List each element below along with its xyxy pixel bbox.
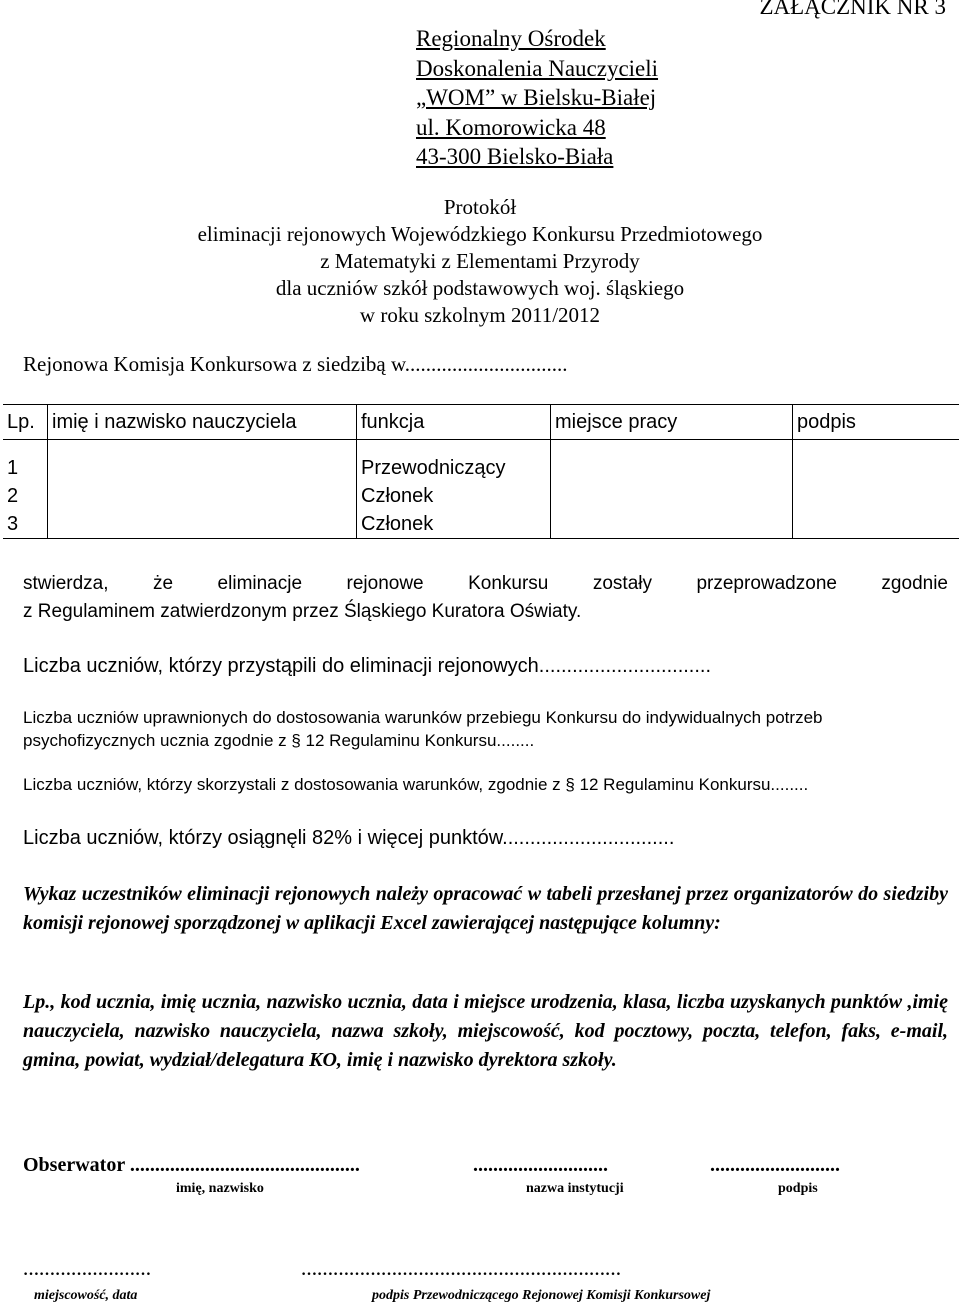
caption-institution: nazwa instytucji bbox=[526, 1181, 624, 1196]
row-workplace[interactable] bbox=[551, 510, 793, 539]
spacer-cell bbox=[357, 440, 551, 455]
used-adjustments-count: Liczba uczniów, którzy skorzystali z dostosowania warunków, zgodnie z § 12 Regulaminu Konkursu........ bbox=[23, 775, 809, 794]
row-lp: 2 bbox=[3, 482, 48, 510]
caption-name: imię, nazwisko bbox=[176, 1181, 264, 1196]
spacer-cell bbox=[551, 440, 793, 455]
caption-signature: podpis bbox=[778, 1181, 818, 1196]
row-workplace[interactable] bbox=[551, 482, 793, 510]
row-lp: 1 bbox=[3, 454, 48, 482]
institution-address bbox=[416, 24, 658, 172]
document-title bbox=[0, 194, 960, 329]
row-signature[interactable] bbox=[793, 510, 960, 539]
row-teacher-name[interactable] bbox=[48, 482, 357, 510]
high-score-count: Liczba uczniów, którzy osiągnęli 82% i więcej punktów............................... bbox=[23, 827, 675, 849]
annex-label: ZAŁĄCZNIK NR 3 bbox=[759, 0, 946, 19]
table-row bbox=[3, 454, 959, 482]
row-teacher-name[interactable] bbox=[48, 510, 357, 539]
address-line: „WOM” w Bielsku-Białej bbox=[416, 85, 657, 110]
spacer-cell bbox=[3, 440, 48, 455]
row-function: Członek bbox=[357, 510, 551, 539]
header-signature: podpis bbox=[793, 405, 960, 440]
table-row bbox=[3, 482, 959, 510]
table-row bbox=[3, 510, 959, 539]
address-line: Regionalny Ośrodek bbox=[416, 26, 606, 51]
address-line: ul. Komorowicka 48 bbox=[416, 114, 606, 140]
entitled-count: Liczba uczniów uprawnionych do dostosowania warunków przebiegu Konkursu do indywidualnych potrzeb psychofizycznych ucznia zgodnie z § 12 Regulaminu Konkursu........ bbox=[23, 708, 823, 750]
participants-count: Liczba uczniów, którzy przystąpili do eliminacji rejonowych............................... bbox=[23, 655, 712, 677]
table-header-row bbox=[3, 405, 959, 440]
table-spacer bbox=[3, 440, 959, 455]
instruction-text: Wykaz uczestników eliminacji rejonowych należy opracować w tabeli przesłanej przez organizatorów do siedziby komisji rejonowej sporządzonej w aplikacji Excel zawierającej następujące kolumny: bbox=[23, 883, 948, 934]
committee-line: Rejonowa Komisja Konkursowa z siedzibą w............................... bbox=[23, 352, 568, 376]
observer-signature-dots: .......................... bbox=[710, 1154, 840, 1176]
spacer-cell bbox=[793, 440, 960, 455]
title-line: dla uczniów szkół podstawowych woj. śląskiego bbox=[275, 276, 685, 300]
row-signature[interactable] bbox=[793, 454, 960, 482]
spacer-cell bbox=[48, 440, 357, 455]
row-workplace[interactable] bbox=[551, 454, 793, 482]
title-line: z Matematyki z Elementami Przyrody bbox=[320, 249, 640, 273]
columns-list: Lp., kod ucznia, imię ucznia, nazwisko ucznia, data i miejsce urodzenia, klasa, liczba uzyskanych punktów ,imię nauczyciela, nazwisko nauczyciela, nazwa szkoły, miejscowość, kod pocztowy, poczta, telefon, faks, e-mail, gmina, powiat, wydział/delegatura KO, imię i nazwisko dyrektora szkoły. bbox=[23, 991, 948, 1071]
row-lp: 3 bbox=[3, 510, 48, 539]
header-function: funkcja bbox=[357, 405, 551, 440]
place-date-dots: …………………… bbox=[23, 1262, 151, 1279]
address-line: 43-300 Bielsko-Biała bbox=[416, 144, 614, 169]
row-function: Członek bbox=[357, 482, 551, 510]
header-lp: Lp. bbox=[3, 405, 48, 440]
committee-members-table bbox=[3, 404, 959, 539]
header-workplace: miejsce pracy bbox=[551, 405, 793, 440]
row-function: Przewodniczący bbox=[357, 454, 551, 482]
title-line: eliminacji rejonowych Wojewódzkiego Konkursu Przedmiotowego bbox=[197, 222, 763, 246]
header-teacher-name: imię i nazwisko nauczyciela bbox=[48, 405, 357, 440]
row-teacher-name[interactable] bbox=[48, 454, 357, 482]
caption-place-date: miejscowość, data bbox=[34, 1288, 138, 1303]
statement-line: z Regulaminem zatwierdzonym przez Śląskiego Kuratora Oświaty. bbox=[23, 601, 582, 622]
address-line: Doskonalenia Nauczycieli bbox=[416, 55, 659, 81]
row-signature[interactable] bbox=[793, 482, 960, 510]
caption-chair-signature: podpis Przewodniczącego Rejonowej Komisji Konkursowej bbox=[372, 1288, 711, 1303]
chair-signature-dots: …………………………………………………… bbox=[301, 1262, 621, 1279]
statement-line: stwierdza, że eliminacje rejonowe Konkursu zostały przeprowadzone zgodnie bbox=[23, 573, 948, 594]
statement bbox=[23, 570, 948, 626]
observer-label: Obserwator .............................................. bbox=[23, 1154, 360, 1176]
title-line: w roku szkolnym 2011/2012 bbox=[359, 303, 601, 327]
title-line: Protokół bbox=[443, 195, 517, 219]
observer-institution-dots: ........................... bbox=[473, 1154, 608, 1176]
